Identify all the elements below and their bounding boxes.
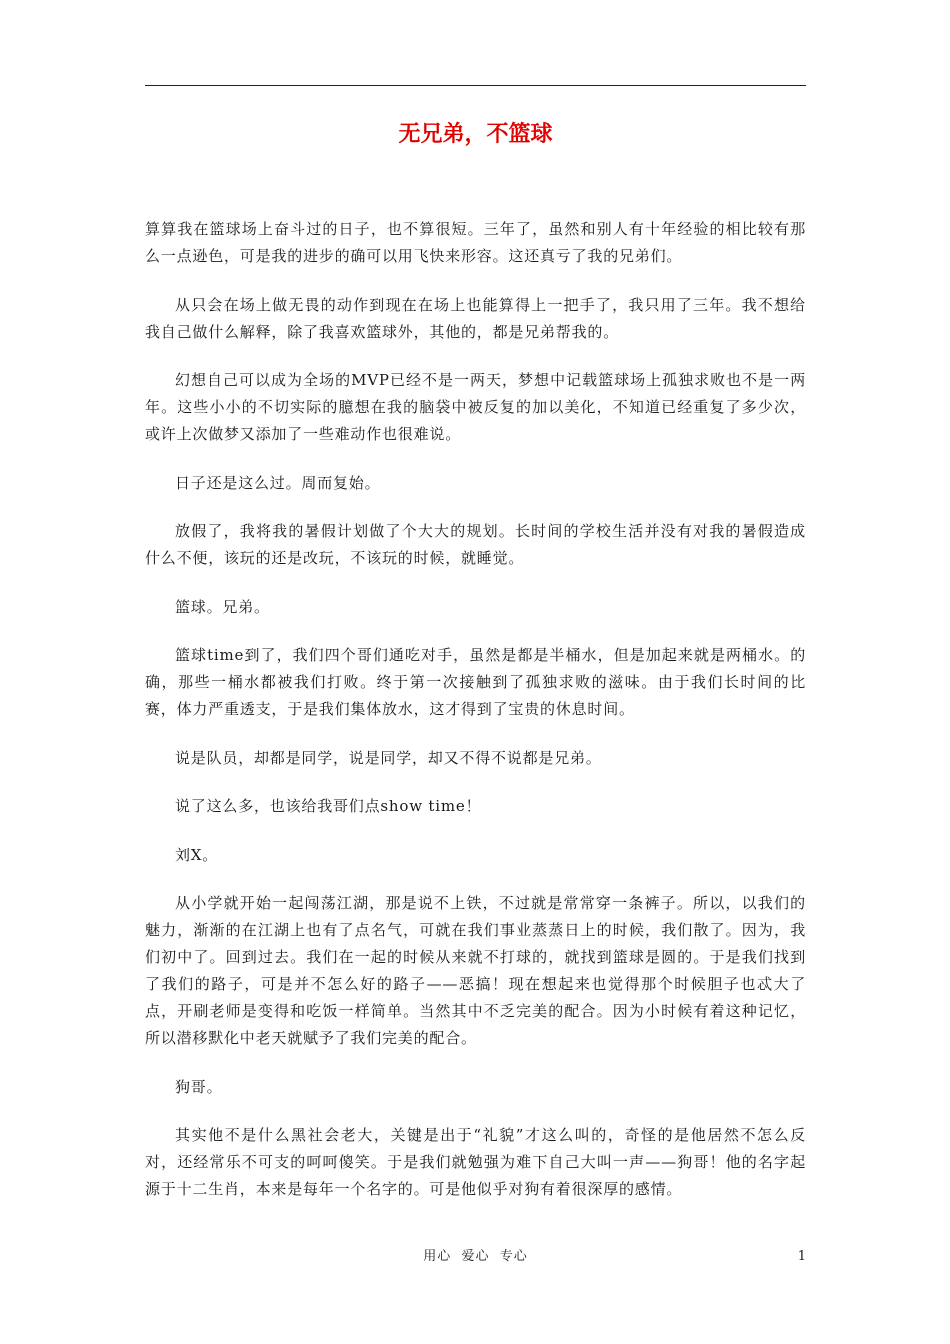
paragraph: 其实他不是什么黑社会老大，关键是出于“礼貌”才这么叫的，奇怪的是他居然不怎么反对，还经常乐不可支的呵呵傻笑。于是我们就勉强为难下自己大叫一声——狗哥！他的名字起源于十二生肖，本来是每年一个名字的。可是他似乎对狗有着很深厚的感情。 — [145, 1126, 806, 1198]
paragraph: 狗哥。 — [175, 1077, 223, 1096]
paragraph: 篮球time到了，我们四个哥们通吃对手，虽然是都是半桶水，但是加起来就是两桶水。的确，那些一桶水都被我们打败。终于第一次接触到了孤独求败的滋味。由于我们长时间的比赛，体力严重透支，于是我们集体放水，这才得到了宝贵的休息时间。 — [145, 646, 806, 718]
header-rule — [145, 85, 806, 86]
paragraph: 篮球。兄弟。 — [175, 597, 270, 616]
paragraph: 日子还是这么过。周而复始。 — [175, 473, 381, 492]
paragraph: 从小学就开始一起闯荡江湖，那是说不上铁，不过就是常常穿一条裤子。所以，以我们的魅力，渐渐的在江湖上也有了点名气，可就在我们事业蒸蒸日上的时候，我们散了。因为，我们初中了。回到过去。我们在一起的时候从来就不打球的，就找到篮球是圆的。于是我们找到了我们的路子，可是并不怎么好的路子——恶搞！现在想起来也觉得那个时候胆子也忒大了点，开刷老师是变得和吃饭一样简单。当然其中不乏完美的配合。因为小时候有着这种记忆，所以潜移默化中老天就赋予了我们完美的配合。 — [145, 894, 806, 1047]
document-title: 无兄弟，不篮球 — [398, 122, 553, 147]
footer-motto: 用心 爱心 专心 — [423, 1249, 528, 1264]
document-body — [145, 216, 806, 1225]
page-number: 1 — [797, 1249, 806, 1264]
paragraph: 说是队员，却都是同学，说是同学，却又不得不说都是兄弟。 — [175, 748, 602, 767]
paragraph: 放假了，我将我的暑假计划做了个大大的规划。长时间的学校生活并没有对我的暑假造成什么不便，该玩的还是改玩，不该玩的时候，就睡觉。 — [145, 522, 806, 567]
paragraph: 算算我在篮球场上奋斗过的日子，也不算很短。三年了，虽然和别人有十年经验的相比较有那么一点逊色，可是我的进步的确可以用飞快来形容。这还真亏了我的兄弟们。 — [145, 220, 806, 265]
paragraph: 幻想自己可以成为全场的MVP已经不是一两天，梦想中记载篮球场上孤独求败也不是一两年。这些小小的不切实际的臆想在我的脑袋中被反复的加以美化，不知道已经重复了多少次，或许上次做梦又添加了一些难动作也很难说。 — [145, 371, 806, 443]
paragraph: 刘X。 — [175, 845, 219, 864]
paragraph: 从只会在场上做无畏的动作到现在在场上也能算得上一把手了，我只用了三年。我不想给我自己做什么解释，除了我喜欢篮球外，其他的，都是兄弟帮我的。 — [145, 295, 806, 341]
page-footer — [145, 1246, 806, 1268]
paragraph: 说了这么多，也该给我哥们点show time！ — [175, 797, 482, 815]
